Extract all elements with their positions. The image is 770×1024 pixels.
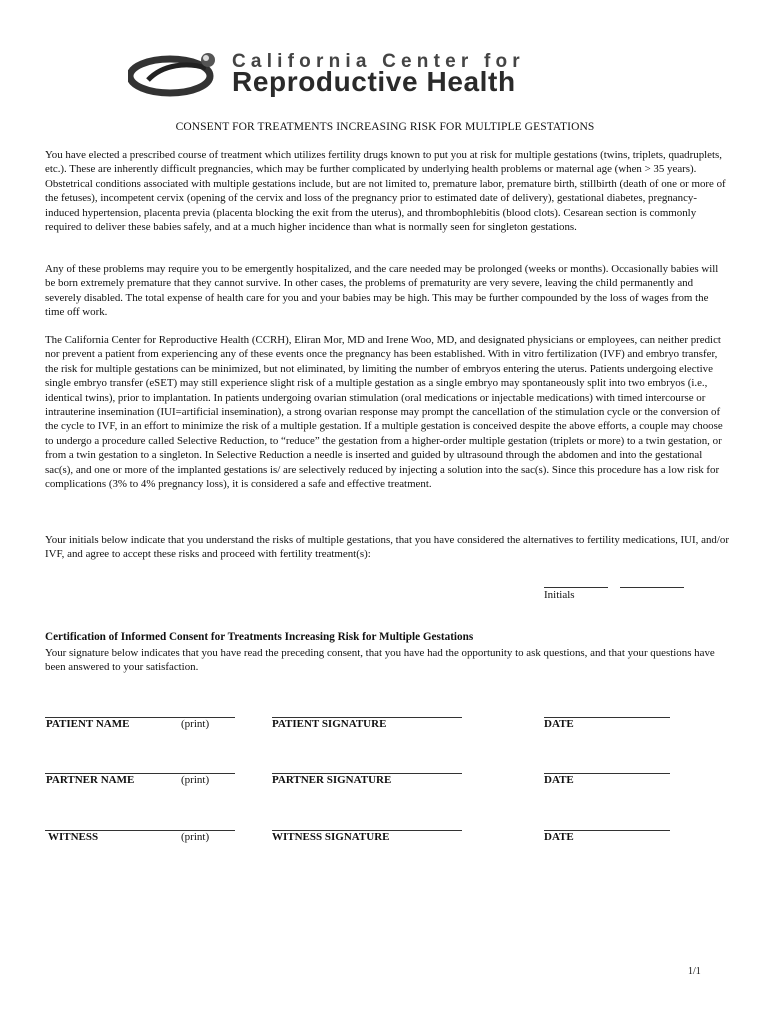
witness-date-line[interactable]	[544, 820, 670, 831]
page-number: 1/1	[688, 966, 701, 977]
patient-date-label: DATE	[544, 718, 574, 730]
logo-line-2: Reproductive Health	[232, 66, 516, 97]
paragraph-risks: You have elected a prescribed course of treatment which utilizes fertility drugs known to put you at risk for multiple gestations (twins, triplets, quadruplets, etc.). These are inherently difficult pregnancies, which may be further complicated by underlying health problems or maternal age (when > 35 years). Obstetrical conditions associated with multiple gestations include, but are not limited to, premature labor, premature birth, stillbirth (death of one or more of the fetuses), incompetent cervix (opening of the cervix and loss of the pregnancy prior to estimated date of delivery), gestational diabetes, pregnancy-induced hypertension, placenta previa (placenta blocking the exit from the uterus), and thrombophlebitis (blood clots). Cesarean section is commonly required to deliver these babies safely, and at a much higher incidence than what is normally seen for singleton gestations.	[45, 149, 726, 234]
witness-signature-label: WITNESS SIGNATURE	[272, 831, 390, 843]
logo	[128, 50, 648, 98]
logo-line-1: California Center for	[232, 51, 525, 72]
partner-print-label: (print)	[181, 774, 210, 786]
witness-name-label: WITNESS	[48, 831, 99, 843]
patient-name-label: PATIENT NAME	[46, 718, 130, 730]
paragraph-hospitalization: Any of these problems may require you to be emergently hospitalized, and the care needed may be prolonged (weeks or months). Occasionally babies will be born extremely premature that they cannot survive. In other cases, the problems of prematurity are very severe, leaving the child permanently and severely disabled. The total expense of health care for you and your babies may be high. This may be further compounded by the loss of wages from the time off work.	[45, 263, 719, 319]
partner-signature-line[interactable]	[272, 763, 462, 774]
patient-name-line[interactable]	[45, 707, 235, 718]
certification-text: Your signature below indicates that you have read the preceding consent, that you have had the opportunity to ask questions, and that your questions have been answered to your satisfaction.	[45, 647, 715, 674]
patient-signature-label: PATIENT SIGNATURE	[272, 718, 387, 730]
partner-date-label: DATE	[544, 774, 574, 786]
witness-date-label: DATE	[544, 831, 574, 843]
partner-signature-label: PARTNER SIGNATURE	[272, 774, 392, 786]
partner-name-line[interactable]	[45, 763, 235, 774]
patient-signature-line[interactable]	[272, 707, 462, 718]
partner-name-label: PARTNER NAME	[46, 774, 135, 786]
logo-swirl-icon	[128, 50, 228, 98]
paragraph-ccrh: The California Center for Reproductive Health (CCRH), Eliran Mor, MD and Irene Woo, MD, and designated physicians or employees, can neither predict nor prevent a patient from experiencing any of these events once the pregnancy has been established. With in vitro fertilization (IVF) and embryo transfer, the risk for multiple gestations can be minimized, but not eliminated, by limiting the number of embryos entering the uterus. Patients undergoing elective single embryo transfer (eSET) may still experience slight risk of a multiple gestation as a single embryo may spontaneously split into two embryos (i.e., identical twins), prior to implantation. In patients undergoing ovarian stimulation (oral medications or injectable medications) with timed intercourse or intrauterine insemination (IUI=artificial insemination), a strong ovarian response may prompt the cancellation of the stimulation cycle or the conversion of the cycle to IVF, in an effort to minimize the risk of a multiple gestation. If a multiple gestation is conceived despite the above efforts, a couple may choose to undergo a procedure called Selective Reduction, to “reduce” the gestation from a higher-order multiple gestation (triplets or more) to a twin gestation, or from a twin gestation to a singleton. In Selective Reduction a needle is inserted and guided by ultrasound through the abdomen and into the gestational sac(s), and one or more of the implanted gestations is/ are selectively reduced by injecting a solution into the sac(s). Since this procedure has a low risk for complications (3% to 4% pregnancy loss), it is considered a safe and effective treatment.	[45, 334, 723, 491]
initials-line-2[interactable]	[620, 577, 684, 588]
witness-print-label: (print)	[181, 831, 210, 843]
initials-label: Initials	[544, 589, 575, 601]
initials-line-1[interactable]	[544, 577, 608, 588]
witness-signature-line[interactable]	[272, 820, 462, 831]
partner-date-line[interactable]	[544, 763, 670, 774]
patient-date-line[interactable]	[544, 707, 670, 718]
document-title: CONSENT FOR TREATMENTS INCREASING RISK FOR MULTIPLE GESTATIONS	[175, 121, 595, 133]
paragraph-initials: Your initials below indicate that you understand the risks of multiple gestations, that you have considered the alternatives to fertility medications, IUI, and/or IVF, and agree to accept these risks and proceed with fertility treatment(s):	[45, 534, 729, 561]
certification-title: Certification of Informed Consent for Treatments Increasing Risk for Multiple Gestations	[45, 631, 474, 643]
witness-name-line[interactable]	[45, 820, 235, 831]
patient-print-label: (print)	[181, 718, 210, 730]
